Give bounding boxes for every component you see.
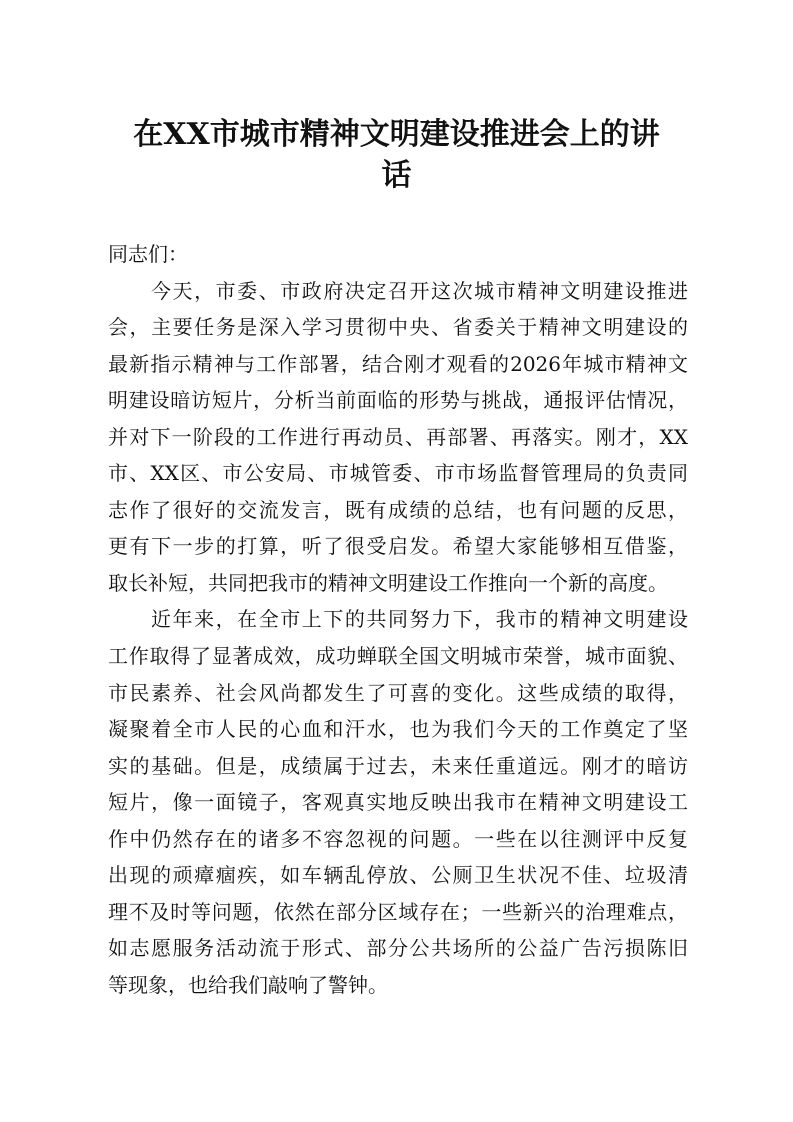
paragraph-line: 作中仍然存在的诸多不容忽视的问题。一些在以往测评中反复 [108,826,688,851]
paragraph-line: 市、XX区、市公安局、市城管委、市市场监督管理局的负责同 [108,461,688,486]
paragraph-line: 等现象，也给我们敲响了警钟。 [108,972,388,997]
paragraph-line: 最新指示精神与工作部署，结合刚才观看的2026年城市精神文 [108,351,688,376]
document-body [108,242,688,1009]
paragraph-line: 工作取得了显著成效，成功蝉联全国文明城市荣誉，城市面貌、 [108,644,688,669]
paragraph-line: 更有下一步的打算，听了很受启发。希望大家能够相互借鉴， [108,534,688,559]
paragraph-line: 近年来，在全市上下的共同努力下，我市的精神文明建设 [151,607,688,632]
paragraph-line: 取长补短，共同把我市的精神文明建设工作推向一个新的高度。 [108,570,668,595]
paragraph [108,279,688,608]
paragraph-line: 志作了很好的交流发言，既有成绩的总结，也有问题的反思， [108,497,688,522]
document-title [100,114,693,196]
paragraph-line: 出现的顽瘴痼疾，如车辆乱停放、公厕卫生状况不佳、垃圾清 [108,863,688,888]
paragraph-line: 如志愿服务活动流于形式、部分公共场所的公益广告污损陈旧 [108,936,688,961]
title-line: 在XX市城市精神文明建设推进会上的讲 [133,117,660,152]
paragraph-line: 理不及时等问题，依然在部分区域存在；一些新兴的治理难点， [108,899,688,924]
paragraph-line: 会，主要任务是深入学习贯彻中央、省委关于精神文明建设的 [108,315,688,340]
paragraph [108,607,688,1009]
paragraph-line: 凝聚着全市人民的心血和汗水，也为我们今天的工作奠定了坚 [108,717,688,742]
paragraph-line: 明建设暗访短片，分析当前面临的形势与挑战，通报评估情况， [108,388,688,413]
paragraph-line: 短片，像一面镜子，客观真实地反映出我市在精神文明建设工 [108,790,688,815]
title-line: 话 [381,158,412,193]
paragraph-line: 今天，市委、市政府决定召开这次城市精神文明建设推进 [151,278,688,303]
paragraph-line: 并对下一阶段的工作进行再动员、再部署、再落实。刚才，XX [108,424,688,449]
paragraph-line: 市民素养、社会风尚都发生了可喜的变化。这些成绩的取得， [108,680,688,705]
salutation: 同志们： [108,242,188,266]
paragraph-line: 实的基础。但是，成绩属于过去，未来任重道远。刚才的暗访 [108,753,688,778]
